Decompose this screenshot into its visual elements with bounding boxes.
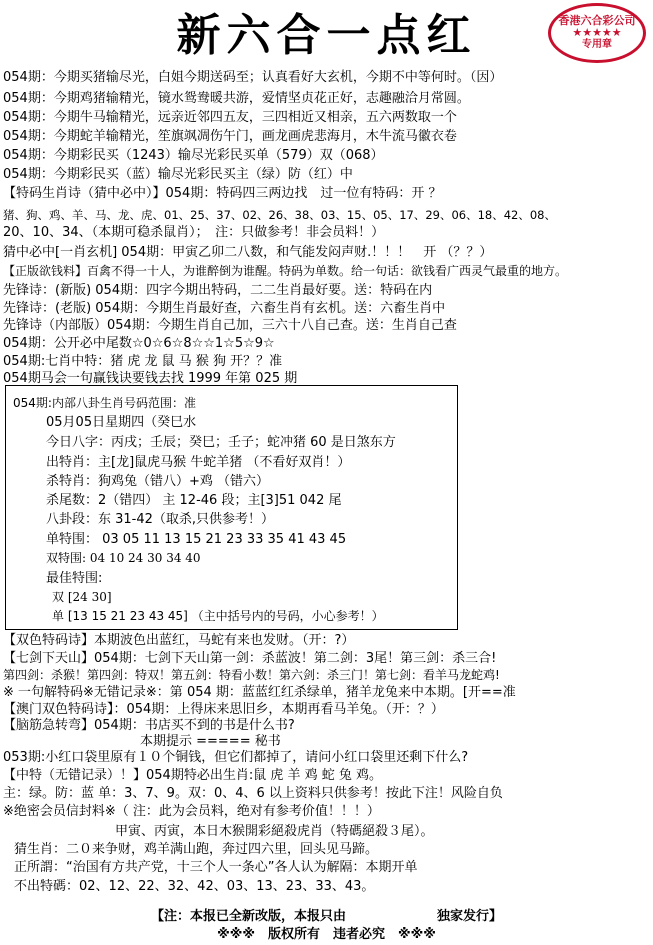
text-line: 054期：今期鸡猪输精光，镜水鸳鸯暖共游，爱情坚贞花正好，志趣融洽月常圆。	[3, 91, 470, 106]
text-line: 主：绿。防：蓝 单：3、7、9。双：0、4、6 以上资料只供参考！按此下注！风险自负	[3, 786, 503, 801]
box-line: 杀特肖：狗鸡兔（错八）+鸡 （错六）	[46, 474, 270, 489]
text-line: ※绝密会员信封料※（ 注：此为会员料，绝对有参考价值！！！）	[3, 804, 380, 819]
text-line: 053期:小红口袋里原有１０个铜钱，但它们都掉了，请问小红口袋里还剩下什么?	[3, 750, 469, 765]
text-line: 054期：今期牛马输精光，远亲近邻四五友，三四相近又相亲，五六两数取一个	[3, 110, 457, 125]
text-line: 先锋诗：(新版) 054期：四字今期出特码，二二生肖最好要。送：特码在内	[3, 283, 433, 298]
company-seal-stamp	[548, 3, 646, 63]
text-line: 【特码生肖诗（猜中必中）】054期：特码四三两边找 过一位有特码：开 ？	[3, 186, 442, 201]
box-line: 双 [24 30]	[52, 590, 112, 604]
text-line: 054期：今期彩民买（蓝）输尽光彩民买主（绿）防（红）中	[3, 167, 353, 182]
seal-stars: ★★★★★	[572, 26, 622, 39]
box-line: 出特肖：主[龙]鼠虎马猴 牛蛇羊猪 （不看好双肖！）	[46, 455, 351, 470]
text-line: 甲寅、丙寅，本日木猴開彩絕殺虎肖（特碼絕殺３尾）。	[115, 824, 434, 839]
text-line: 054期：公开必中尾数☆0☆6☆8☆☆1☆5☆9☆	[3, 336, 275, 351]
text-line: 054期：今期彩民买（1243）输尽光彩民买单（579）双（068）	[3, 148, 384, 163]
box-line: 双特围: 04 10 24 30 34 40	[46, 551, 201, 565]
footer-copyright: ※※※ 版权所有 违者必究 ※※※	[217, 927, 436, 942]
text-line: 猜中必中[一肖玄机] 054期：甲寅乙卯二八数，和气能发闷声财.！！！ 开 （？？）	[3, 245, 493, 260]
box-line: 今日八字：丙戌；壬辰；癸巳；壬子；蛇冲猪 60 是日煞东方	[46, 435, 396, 450]
box-line: 单 [13 15 21 23 43 45] （主中括号内的号码，小心参考！）	[52, 609, 384, 623]
text-line: 054期：今期买猪输尽光，白姐今期送码至；认真看好大玄机，今期不中等何时。（因）	[3, 70, 503, 85]
footer-notice: 【注：本报已全新改版，本报只由 独家发行】	[150, 909, 502, 924]
text-line: 不出特碼：02、12、22、32、42、03、13、23、33、43。	[14, 879, 375, 894]
text-line: 054期:七肖中特：猪 虎 龙 鼠 马 猴 狗 开？？准	[3, 354, 283, 369]
text-line: 猜生肖：二０来争财，鸡羊满山跑，奔过四六里，回头见马蹄。	[14, 842, 379, 857]
text-line: 猪、狗、鸡、羊、马、龙、虎、01、25、37、02、26、38、03、15、05、17、29、06、18、42、08、	[3, 208, 556, 222]
text-line: 先锋诗：(老版) 054期：今期生肖最好查，六畜生肖有玄机。送：六畜生肖中	[3, 301, 446, 316]
text-line: 【中特（无错记录）！】054期特必出生肖:鼠 虎 羊 鸡 蛇 兔 鸡。	[3, 768, 382, 783]
text-line: 20、10、34、（本期可稳杀鼠肖）； 注：只做参考！非会员料！）	[3, 225, 385, 240]
box-line: 最佳特围:	[46, 571, 103, 586]
bagua-info-box	[5, 385, 458, 630]
box-line: 054期:内部八卦生肖号码范围：准	[13, 396, 196, 410]
box-line: 05月05日星期四（癸巳水	[46, 415, 197, 430]
text-line: 【澳门双色特码诗】：054期：上得床来思旧乡，本期再看马羊兔。（开：？）	[3, 702, 444, 717]
text-line: 054期：今期蛇羊输精光，笙旗飒凋伤午门，画龙画虎悲海月，木牛流马徽衣卷	[3, 129, 457, 144]
box-line: 单特围： 03 05 11 13 15 21 23 33 35 41 43 45	[46, 532, 347, 547]
text-line: 正所謂：“治国有方共产党，十三个人一条心”各人认为解隔：本期开单	[14, 860, 418, 875]
text-line: 【七剑下天山】054期：七剑下天山第一剑：杀蓝波！第二剑：3尾！第三剑：杀三合!	[3, 651, 497, 666]
box-line: 八卦段：东 31-42（取杀,只供参考！）	[46, 512, 275, 527]
text-line: 【正版欲钱料】百禽不得一十人，为谁醉倒为谁醒。特码为单数。给一句话：欲钱看广西灵气最重的地方。	[3, 264, 568, 278]
seal-label: 专用章	[582, 39, 612, 50]
page-title: 新六合一点红	[176, 10, 477, 61]
text-line: 【脑筋急转弯】054期：书店买不到的书是什么书?	[3, 718, 295, 733]
text-line: 先锋诗（内部版）054期：今期生肖自己加，三六十八自己查。送：生肖自己查	[3, 318, 457, 333]
text-line: ※ 一句解特码※无错记录※：第 054 期：蓝蓝红红杀绿单，猪羊龙兔来中本期。[开==准	[3, 685, 516, 700]
text-line: 第四剑：杀猴！第四剑：特双！第五剑：特看小数！第六剑：杀三门！第七剑：看羊马龙蛇鸡!	[3, 668, 500, 682]
seal-company-name: 香港六合彩公司	[558, 14, 636, 27]
text-line: 【双色特码诗】本期波色出蓝红，马蛇有来也发财。（开：?）	[3, 633, 355, 648]
text-line: 054期马会一句赢钱诀要钱去找 1999 年第 025 期	[3, 371, 298, 386]
box-line: 杀尾数：2（错四） 主 12-46 段；主[3]51 042 尾	[46, 493, 342, 508]
text-line: 本期提示 ===== 秘书	[140, 734, 281, 749]
